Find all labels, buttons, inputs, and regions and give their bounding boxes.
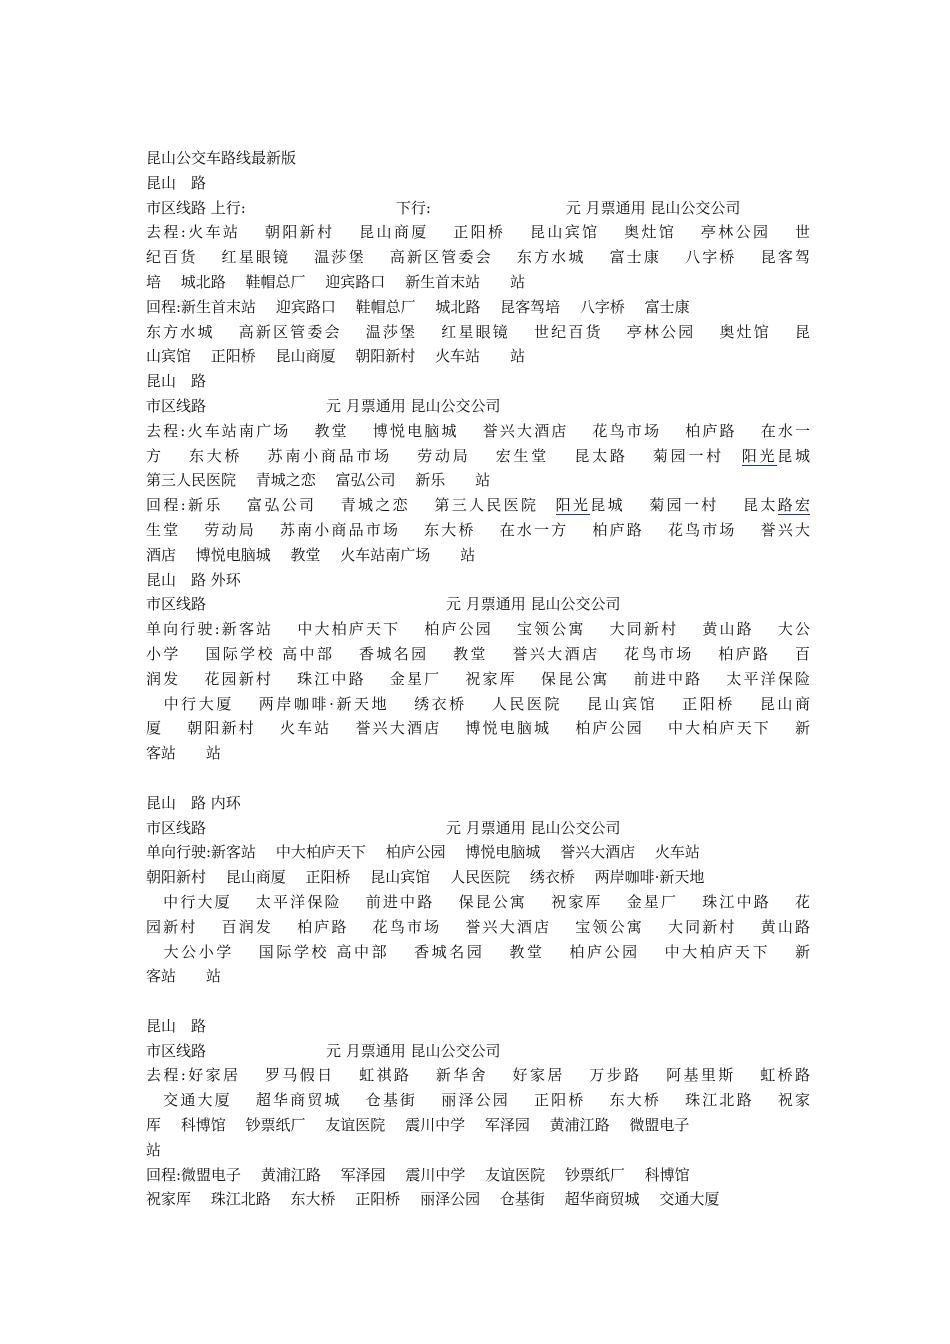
- route-stops-line: 第三人民医院 青城之恋 富弘公司 新乐 站: [146, 471, 491, 490]
- document-page: [146, 146, 810, 1212]
- route-stops-line: 客站 站: [146, 967, 222, 986]
- route-info: 市区线路 元 月票通用 昆山公交公司: [146, 396, 501, 415]
- route-stops-line: [146, 493, 810, 518]
- route-stops-line: 回程:新生首末站 迎宾路口 鞋帽总厂 城北路 昆客驾培 八字桥 富士康: [146, 297, 690, 316]
- route-name: 昆山 路: [146, 372, 207, 391]
- route-name: 昆山 路: [146, 173, 207, 192]
- route-stops-line: 厍 科博馆 钞票纸厂 友谊医院 震川中学 军泽园 黄浦江路 微盟电子: [146, 1116, 690, 1135]
- stop-link[interactable]: 阳光: [555, 496, 591, 515]
- route-name: 昆山 路 内环: [146, 793, 241, 812]
- route-stops-line: [146, 444, 810, 469]
- route-stops-line: 祝家厍 珠江北路 东大桥 正阳桥 丽泽公园 仓基街 超华商贸城 交通大厦: [146, 1190, 720, 1209]
- route-stops-line: 朝阳新村 昆山商厦 正阳桥 昆山宾馆 人民医院 绣衣桥 两岸咖啡·新天地: [146, 868, 705, 887]
- route-stops-line: 培 城北路 鞋帽总厂 迎宾路口 新生首末站 站: [146, 272, 526, 291]
- route-stops-line: 单向行驶:新客站 中大柏庐天下 柏庐公园 博悦电脑城 誉兴大酒店 火车站: [146, 843, 700, 862]
- route-stops-line: 纪百货 红星眼镜 温莎堡 高新区管委会 东方水城 富士康 八字桥 昆客驾: [146, 248, 810, 267]
- route-stops-line: 去程:火车站南广场 教堂 博悦电脑城 誉兴大酒店 花鸟市场 柏庐路 在水一: [146, 421, 810, 440]
- route-stops-line: 大公小学 国际学校 高中部 香城名园 教堂 柏庐公园 中大柏庐天下 新: [146, 942, 810, 961]
- route-name: 昆山 路: [146, 1016, 207, 1035]
- route-stops-line: 客站 站: [146, 744, 222, 763]
- document-title: 昆山公交车路线最新版: [146, 149, 297, 167]
- route-stops-text: 方 东大桥 苏南小商品市场 劳动局 宏生堂 昆太路 菊园一村: [146, 446, 742, 465]
- route-stops-line: 去程:火车站 朝阳新村 昆山商厦 正阳桥 昆山宾馆 奥灶馆 亭林公园 世: [146, 223, 810, 242]
- route-stops-line: 东方水城 高新区管委会 温莎堡 红星眼镜 世纪百货 亭林公园 奥灶馆 昆: [146, 322, 810, 341]
- spacer: [146, 989, 810, 1014]
- route-stops-line: 回程:微盟电子 黄浦江路 军泽园 震川中学 友谊医院 钞票纸厂 科博馆: [146, 1165, 690, 1184]
- route-stops-line: 酒店 博悦电脑城 教堂 火车站南广场 站: [146, 545, 476, 564]
- route-stops-line: 去程:好家居 罗马假日 虹祺路 新华舍 好家居 万步路 阿基里斯 虹桥路: [146, 1066, 810, 1085]
- route-stops-line: 中行大厦 两岸咖啡·新天地 绣衣桥 人民医院 昆山宾馆 正阳桥 昆山商: [146, 694, 810, 713]
- route-stops-line: 厦 朝阳新村 火车站 誉兴大酒店 博悦电脑城 柏庐公园 中大柏庐天下 新: [146, 719, 810, 738]
- route-stops-line: 小学 国际学校 高中部 香城名园 教堂 誉兴大酒店 花鸟市场 柏庐路 百: [146, 644, 810, 663]
- stop-link[interactable]: 路宏: [777, 496, 810, 515]
- stop-link[interactable]: 阳光: [741, 446, 778, 465]
- route-stops-text: 昆城 菊园一村 昆太: [590, 496, 778, 515]
- route-info: 市区线路 元 月票通用 昆山公交公司: [146, 1041, 501, 1060]
- route-stops-text: 回程:新乐 富弘公司 青城之恋 第三人民医院: [146, 496, 556, 515]
- route-stops-line: 站: [146, 1140, 162, 1159]
- route-info: 市区线路 上行: 下行: 元 月票通用 昆山公交公司: [146, 198, 741, 217]
- route-stops-line: 山宾馆 正阳桥 昆山商厦 朝阳新村 火车站 站: [146, 347, 526, 366]
- route-stops-line: 润发 花园新村 珠江中路 金星厂 祝家厍 保昆公寓 前进中路 太平洋保险: [146, 669, 810, 688]
- route-stops-line: 中行大厦 太平洋保险 前进中路 保昆公寓 祝家厍 金星厂 珠江中路 花: [146, 892, 810, 911]
- route-stops-line: 交通大厦 超华商贸城 仓基街 丽泽公园 正阳桥 东大桥 珠江北路 祝家: [146, 1091, 810, 1110]
- route-info: 市区线路 元 月票通用 昆山公交公司: [146, 595, 621, 614]
- route-name: 昆山 路 外环: [146, 570, 241, 589]
- route-stops-text: 昆城: [777, 446, 810, 465]
- route-stops-line: 生堂 劳动局 苏南小商品市场 东大桥 在水一方 柏庐路 花鸟市场 誉兴大: [146, 520, 810, 539]
- route-stops-line: 单向行驶:新客站 中大柏庐天下 柏庐公园 宝领公寓 大同新村 黄山路 大公: [146, 620, 810, 639]
- route-stops-line: 园新村 百润发 柏庐路 花鸟市场 誉兴大酒店 宝领公寓 大同新村 黄山路: [146, 917, 810, 936]
- route-info: 市区线路 元 月票通用 昆山公交公司: [146, 818, 621, 837]
- spacer: [146, 766, 810, 791]
